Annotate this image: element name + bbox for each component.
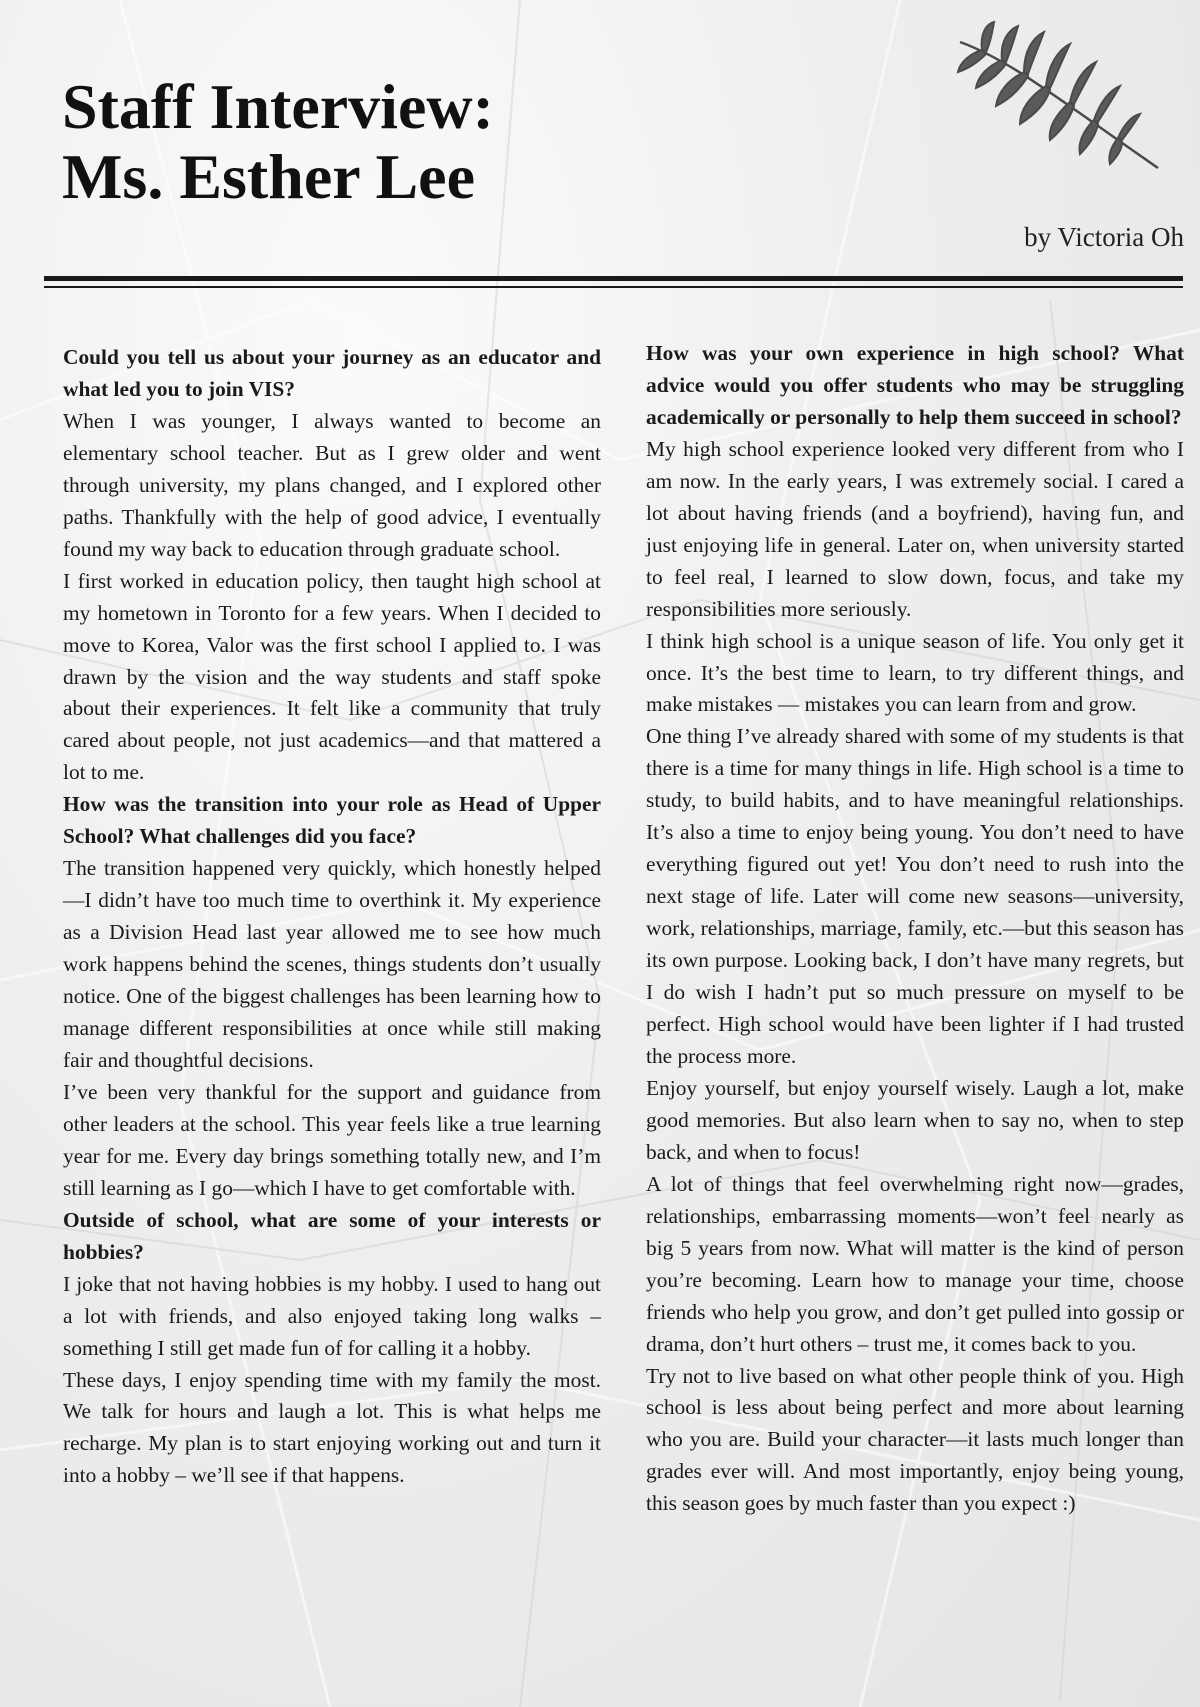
title-line-2: Ms. Esther Lee: [62, 141, 475, 212]
interview-answer: A lot of things that feel overwhelming right now—grades, relationships, embarrassing moments—won’t feel nearly as big 5 years from now. What will matter is the kind of person you’re becoming. Learn how to manage your time, choose friends who help you grow, and don’t get pulled into gossip or drama, don’t hurt others – trust me, it comes back to you.: [646, 1171, 1184, 1356]
header-rule-thin: [44, 286, 1183, 288]
interview-answer: I think high school is a unique season of life. You only get it once. It’s the best time to learn, to try different things, and make mistakes — mistakes you can learn from and grow.: [646, 628, 1184, 717]
interview-answer: Enjoy yourself, but enjoy yourself wisely. Laugh a lot, make good memories. But also learn when to say no, when to step back, and when to focus!: [646, 1075, 1184, 1164]
interview-answer: These days, I enjoy spending time with my family the most. We talk for hours and laugh a lot. This is what helps me recharge. My plan is to start enjoying working out and turn it into a hobby – we’ll see if that happens.: [63, 1367, 601, 1488]
title-line-1: Staff Interview:: [62, 71, 494, 142]
interview-question: How was the transition into your role as Head of Upper School? What challenges did you face?: [63, 792, 601, 849]
interview-answer: The transition happened very quickly, which honestly helped—I didn’t have too much time to overthink it. My experience as a Division Head last year allowed me to see how much work happens behind the scenes, things students don’t usually notice. One of the biggest challenges has been learning how to manage different responsibilities at once while still making fair and thoughtful decisions.: [63, 856, 601, 1072]
fern-illustration: [950, 20, 1170, 180]
right-column: [646, 338, 1184, 1520]
interview-answer: I’ve been very thankful for the support and guidance from other leaders at the school. This year feels like a true learning year for me. Every day brings something totally new, and I’m still learning as I go—which I have to get comfortable with.: [63, 1079, 601, 1200]
left-column: [63, 342, 601, 1492]
interview-answer: When I was younger, I always wanted to become an elementary school teacher. But as I grew older and went through university, my plans changed, and I explored other paths. Thankfully with the help of good advice, I eventually found my way back to education through graduate school.: [63, 408, 601, 561]
header-rule-thick: [44, 276, 1183, 281]
interview-question: Outside of school, what are some of your interests or hobbies?: [63, 1207, 601, 1264]
byline: by Victoria Oh: [1024, 222, 1184, 252]
interview-answer: One thing I’ve already shared with some of my students is that there is a time for many things in life. High school is a time to study, to build habits, and to have meaningful relationships. It’s also a time to enjoy being young. You don’t need to have everything figured out yet! You don’t need to rush into the next stage of life. Later will come new seasons—university, work, relationships, marriage, family, etc.—but this season has its own purpose. Looking back, I don’t have many regrets, but I do wish I hadn’t put so much pressure on myself to be perfect. High school would have been lighter if I had trusted the process more.: [646, 724, 1185, 1068]
interview-answer: I joke that not having hobbies is my hobby. I used to hang out a lot with friends, and also enjoyed taking long walks – something I still get made fun of for calling it a hobby.: [63, 1271, 601, 1360]
interview-answer: My high school experience looked very different from who I am now. In the early years, I was extremely social. I cared a lot about having friends (and a boyfriend), having fun, and just enjoying life in general. Later on, when university started to feel real, I learned to slow down, focus, and take my responsibilities more seriously.: [646, 436, 1184, 621]
interview-answer: I first worked in education policy, then taught high school at my hometown in Toronto for a few years. When I decided to move to Korea, Valor was the first school I applied to. I was drawn by the vision and the way students and staff spoke about their experiences. It felt like a community that truly cared about people, not just academics—and that mattered a lot to me.: [63, 568, 601, 785]
article-title: [62, 72, 494, 212]
interview-question: How was your own experience in high school? What advice would you offer students who may be struggling academically or personally to help them succeed in school?: [646, 341, 1184, 429]
interview-question: Could you tell us about your journey as an educator and what led you to join VIS?: [63, 345, 601, 401]
interview-answer: Try not to live based on what other people think of you. High school is less about being perfect and more about learning who you are. Build your character—it lasts much longer than grades ever will. And most importantly, enjoy being young, this season goes by much faster than you expect :): [646, 1363, 1184, 1516]
